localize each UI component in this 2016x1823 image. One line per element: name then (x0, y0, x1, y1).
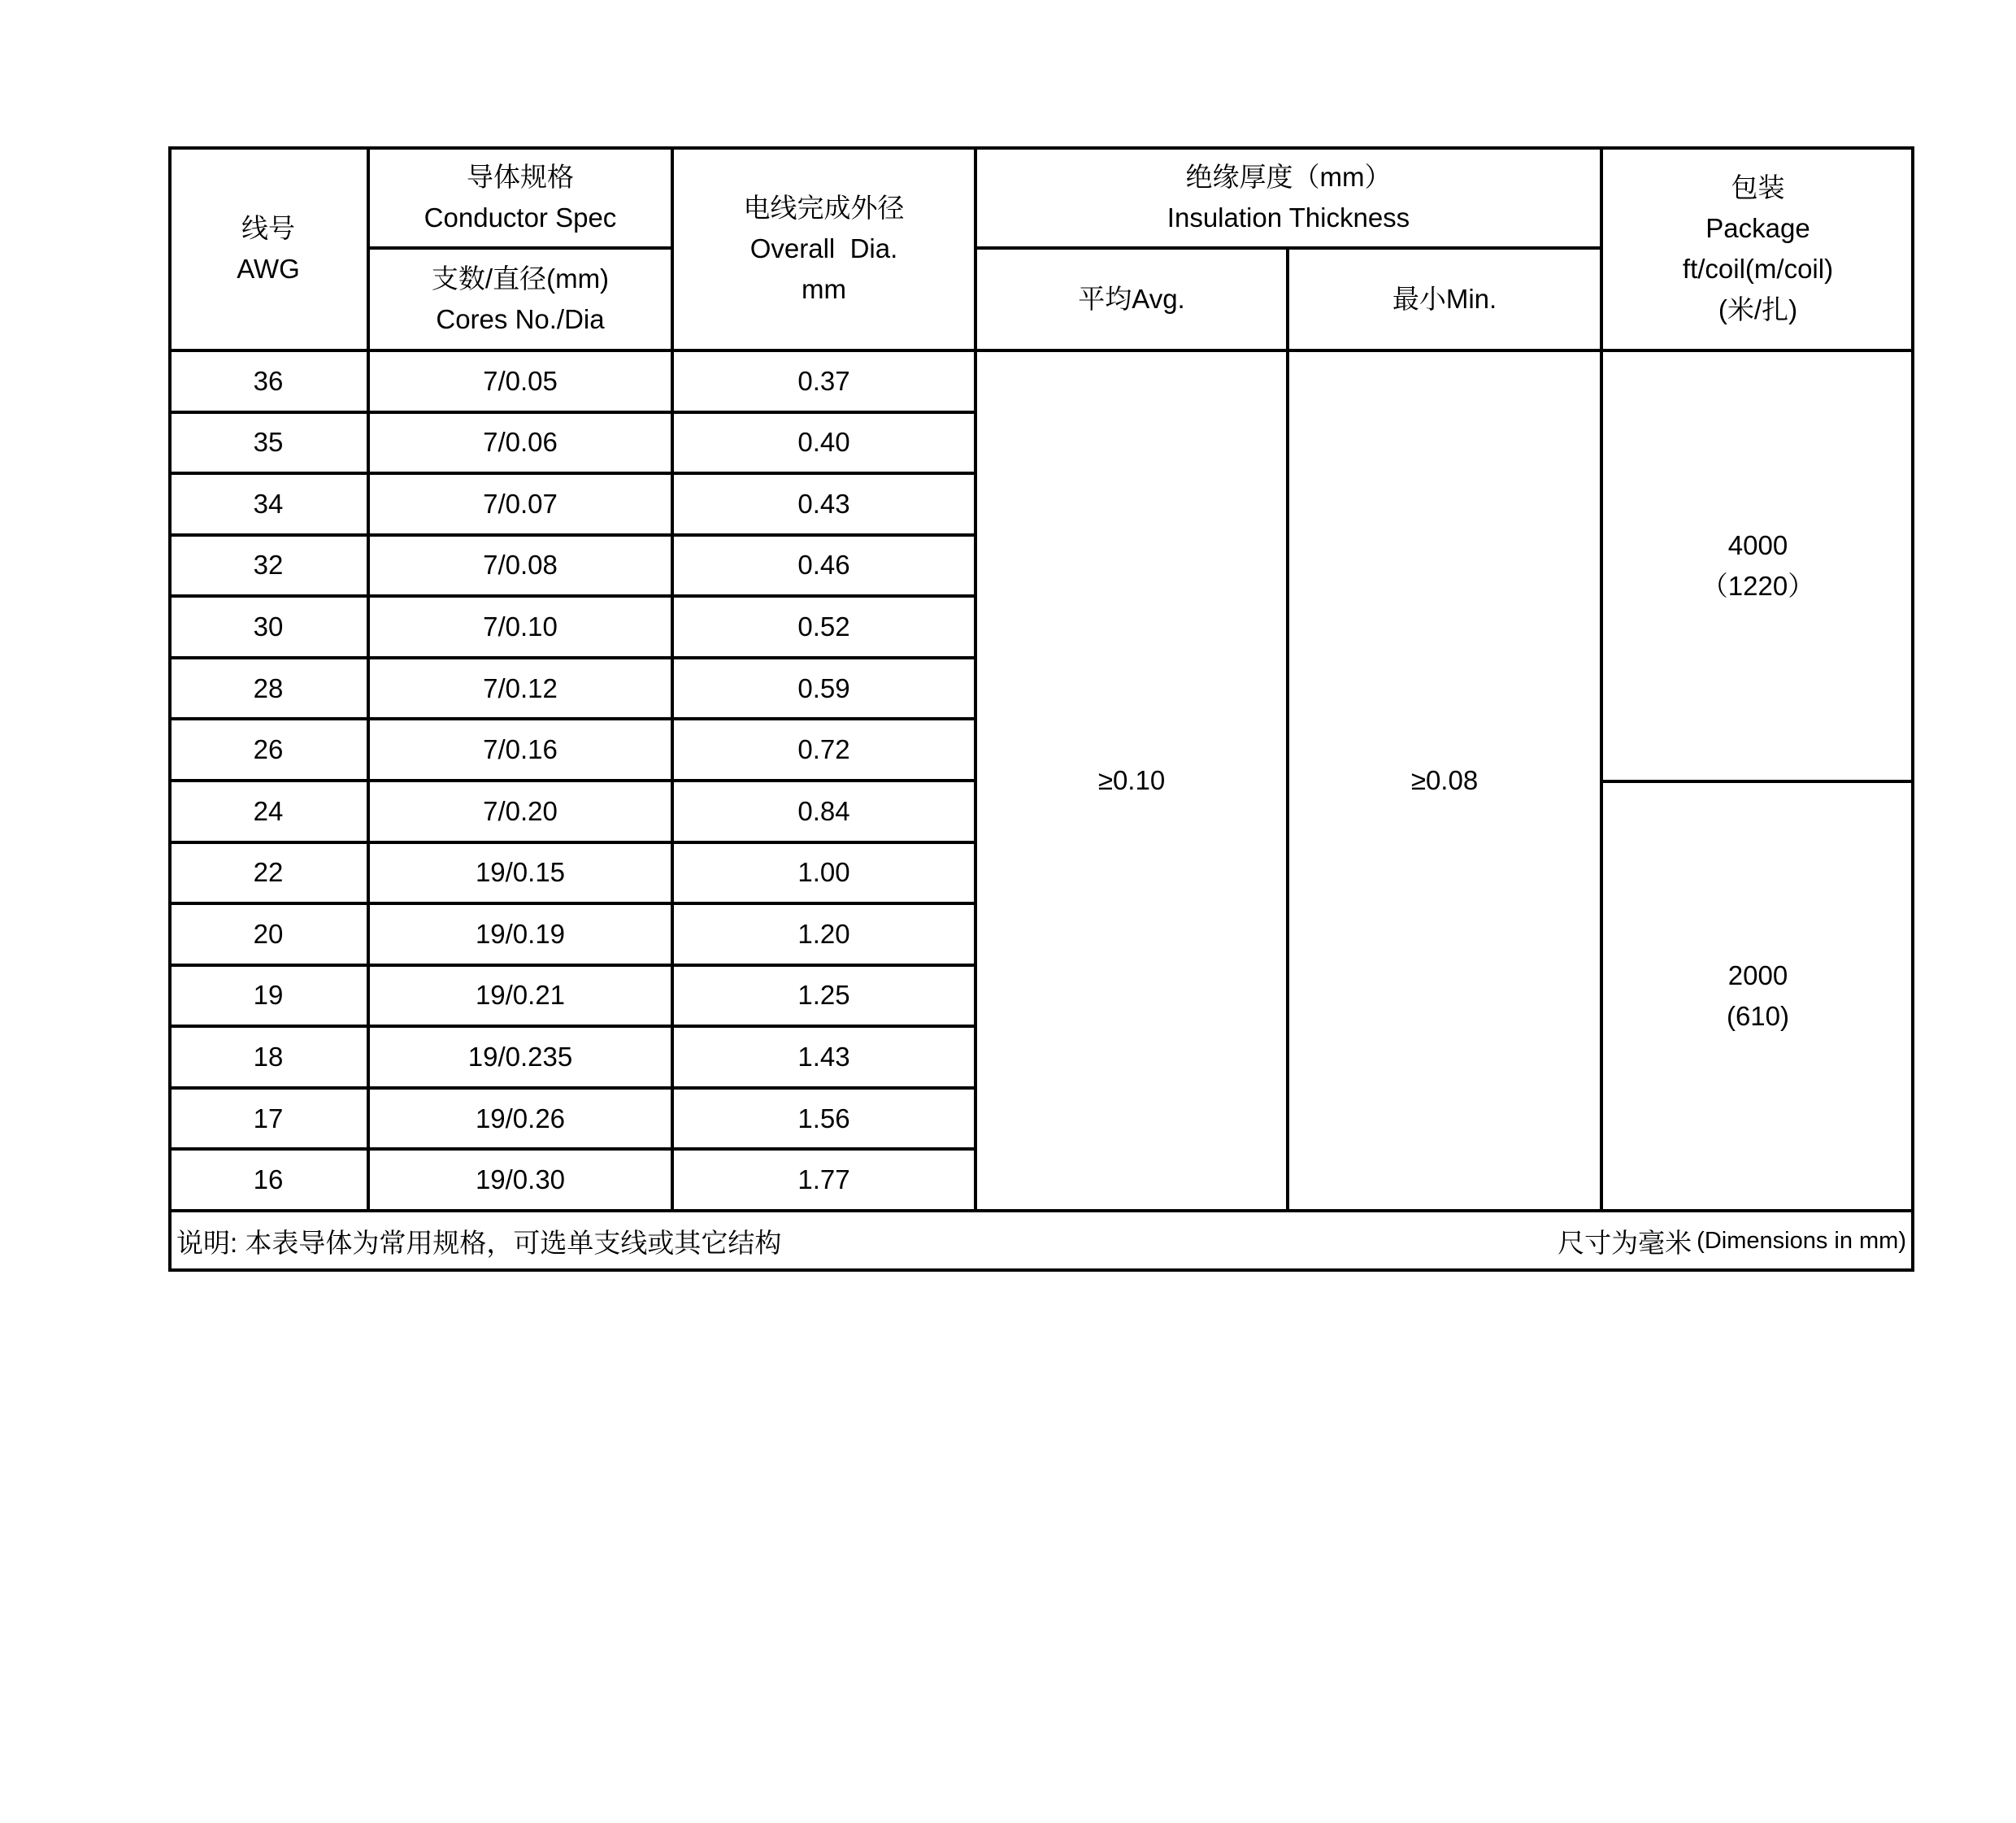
cell-awg (168, 719, 368, 781)
header-package-en: Package (1705, 212, 1810, 243)
divider (1286, 248, 1289, 1211)
header-package-unit-en: ft/coil(m/coil) (1682, 253, 1834, 284)
footer-units-zh: 尺寸为毫米 (1558, 1228, 1692, 1258)
divider (168, 349, 1914, 352)
package-m-2: (610) (1726, 1001, 1790, 1031)
row-divider (168, 1025, 977, 1028)
cell-awg-text: 30 (253, 611, 284, 642)
cell-overall-dia (672, 658, 975, 720)
package-value-2 (1601, 781, 1914, 1211)
row-divider (168, 717, 977, 720)
row-divider (168, 902, 977, 905)
divider (367, 146, 370, 1211)
cell-overall-dia (672, 1026, 975, 1088)
cell-cores (368, 903, 672, 965)
cell-overall-dia-text: 1.56 (797, 1103, 850, 1133)
cell-cores (368, 842, 672, 904)
row-divider (168, 411, 977, 414)
cell-awg (168, 596, 368, 658)
cell-cores-text: 19/0.30 (475, 1164, 566, 1195)
cell-cores-text: 7/0.12 (483, 672, 558, 703)
cell-overall-dia-text: 0.52 (797, 611, 850, 642)
header-dia-en: Overall Dia. (749, 233, 898, 263)
header-dia-zh: 电线完成外径 (743, 192, 905, 223)
header-overall-dia (672, 146, 975, 350)
cell-overall-dia-text: 1.00 (797, 857, 850, 888)
cell-overall-dia (672, 719, 975, 781)
row-divider (168, 656, 977, 659)
insulation-min-value (1288, 350, 1601, 1211)
header-package-zh: 包装 (1731, 172, 1785, 202)
header-insulation (975, 146, 1601, 248)
avg-value-text: ≥0.10 (1097, 765, 1166, 795)
cell-overall-dia-text: 0.46 (797, 550, 850, 581)
cell-cores (368, 412, 672, 474)
header-awg-en: AWG (237, 253, 300, 284)
cell-cores-text: 7/0.16 (483, 734, 558, 765)
header-package (1601, 146, 1914, 350)
package-m-1: （1220） (1701, 571, 1815, 601)
cell-overall-dia-text: 1.25 (797, 980, 850, 1011)
header-conductor-spec (368, 146, 672, 248)
cell-awg (168, 1088, 368, 1150)
cell-awg-text: 34 (253, 488, 284, 519)
cell-overall-dia-text: 1.77 (797, 1164, 850, 1195)
wire-spec-table (168, 146, 1914, 1272)
cell-cores-text: 7/0.05 (483, 365, 558, 396)
cell-overall-dia (672, 412, 975, 474)
header-insulation-zh: 绝缘厚度（mm） (1185, 161, 1392, 192)
cell-awg-text: 18 (253, 1042, 284, 1072)
package-value-1 (1601, 350, 1914, 781)
cell-awg-text: 28 (253, 672, 284, 703)
cell-cores-text: 19/0.19 (475, 918, 566, 949)
cell-overall-dia (672, 842, 975, 904)
insulation-avg-value (975, 350, 1288, 1211)
cell-cores-text: 7/0.08 (483, 550, 558, 581)
cell-overall-dia-text: 1.20 (797, 918, 850, 949)
cell-cores (368, 350, 672, 412)
cell-overall-dia-text: 0.72 (797, 734, 850, 765)
header-cores-en: Cores No./Dia (436, 304, 605, 334)
cell-cores-text: 19/0.26 (475, 1103, 566, 1133)
header-conductor-en: Conductor Spec (424, 202, 617, 233)
cell-awg (168, 1026, 368, 1088)
row-divider (168, 594, 977, 598)
cell-overall-dia-text: 0.40 (797, 427, 850, 458)
cell-cores (368, 1088, 672, 1150)
cell-cores (368, 535, 672, 597)
cell-awg-text: 24 (253, 795, 284, 826)
footer-units-en: (Dimensions in mm) (1697, 1228, 1906, 1254)
cell-overall-dia (672, 473, 975, 535)
cell-cores (368, 781, 672, 842)
cell-cores-text: 7/0.06 (483, 427, 558, 458)
cell-cores-text: 19/0.15 (475, 857, 566, 888)
header-conductor-zh: 导体规格 (467, 161, 574, 192)
row-divider (168, 964, 977, 967)
cell-cores (368, 1026, 672, 1088)
cell-awg-text: 22 (253, 857, 284, 888)
header-min-label: 最小Min. (1392, 284, 1497, 314)
row-divider (168, 472, 977, 475)
cell-overall-dia-text: 0.84 (797, 795, 850, 826)
header-min (1288, 248, 1601, 350)
cell-cores-text: 7/0.07 (483, 488, 558, 519)
divider (974, 246, 1601, 250)
cell-cores-text: 7/0.20 (483, 795, 558, 826)
cell-awg (168, 473, 368, 535)
cell-awg (168, 412, 368, 474)
divider (367, 246, 672, 250)
cell-cores-text: 19/0.235 (467, 1042, 573, 1072)
header-package-unit-zh: (米/扎) (1718, 294, 1798, 324)
cell-cores (368, 719, 672, 781)
min-value-text: ≥0.08 (1410, 765, 1479, 795)
cell-overall-dia (672, 350, 975, 412)
cell-overall-dia (672, 1088, 975, 1150)
cell-overall-dia (672, 781, 975, 842)
divider (1600, 780, 1914, 783)
header-avg-label: 平均Avg. (1078, 284, 1185, 314)
cell-cores (368, 1149, 672, 1211)
header-awg-zh: 线号 (241, 212, 295, 243)
cell-awg (168, 1149, 368, 1211)
footer-note: 说明: 本表导体为常用规格，可选单支线或其它结构 (176, 1228, 782, 1258)
cell-awg (168, 781, 368, 842)
header-avg (975, 248, 1288, 350)
cell-awg-text: 17 (253, 1103, 284, 1133)
cell-overall-dia-text: 0.43 (797, 488, 850, 519)
cell-awg-text: 19 (253, 980, 284, 1011)
cell-cores (368, 658, 672, 720)
header-dia-unit: mm (802, 273, 846, 304)
header-cores-zh: 支数/直径(mm) (431, 263, 610, 294)
cell-awg-text: 16 (253, 1164, 284, 1195)
cell-awg (168, 658, 368, 720)
cell-awg-text: 20 (253, 918, 284, 949)
cell-overall-dia-text: 0.59 (797, 672, 850, 703)
cell-awg (168, 903, 368, 965)
row-divider (168, 1086, 977, 1090)
cell-overall-dia (672, 596, 975, 658)
cell-overall-dia (672, 965, 975, 1027)
package-ft-1: 4000 (1727, 530, 1788, 560)
cell-cores-text: 7/0.10 (483, 611, 558, 642)
cell-overall-dia (672, 535, 975, 597)
row-divider (168, 1147, 977, 1151)
cell-cores-text: 19/0.21 (475, 980, 566, 1011)
cell-cores (368, 473, 672, 535)
cell-overall-dia-text: 1.43 (797, 1042, 850, 1072)
package-ft-2: 2000 (1727, 960, 1788, 990)
cell-awg (168, 350, 368, 412)
cell-overall-dia-text: 0.37 (797, 365, 850, 396)
cell-overall-dia (672, 903, 975, 965)
cell-awg-text: 36 (253, 365, 284, 396)
header-cores (368, 248, 672, 350)
cell-cores (368, 965, 672, 1027)
footer-units (1558, 1211, 1906, 1272)
header-insulation-en: Insulation Thickness (1167, 202, 1410, 233)
cell-awg (168, 842, 368, 904)
row-divider (168, 841, 977, 844)
cell-awg-text: 35 (253, 427, 284, 458)
row-divider (168, 779, 977, 782)
cell-cores (368, 596, 672, 658)
cell-awg-text: 26 (253, 734, 284, 765)
cell-awg (168, 965, 368, 1027)
row-divider (168, 533, 977, 537)
divider (974, 146, 977, 1211)
cell-overall-dia (672, 1149, 975, 1211)
divider (671, 146, 674, 1211)
header-awg (168, 146, 368, 350)
cell-awg (168, 535, 368, 597)
divider (1600, 146, 1603, 1211)
cell-awg-text: 32 (253, 550, 284, 581)
